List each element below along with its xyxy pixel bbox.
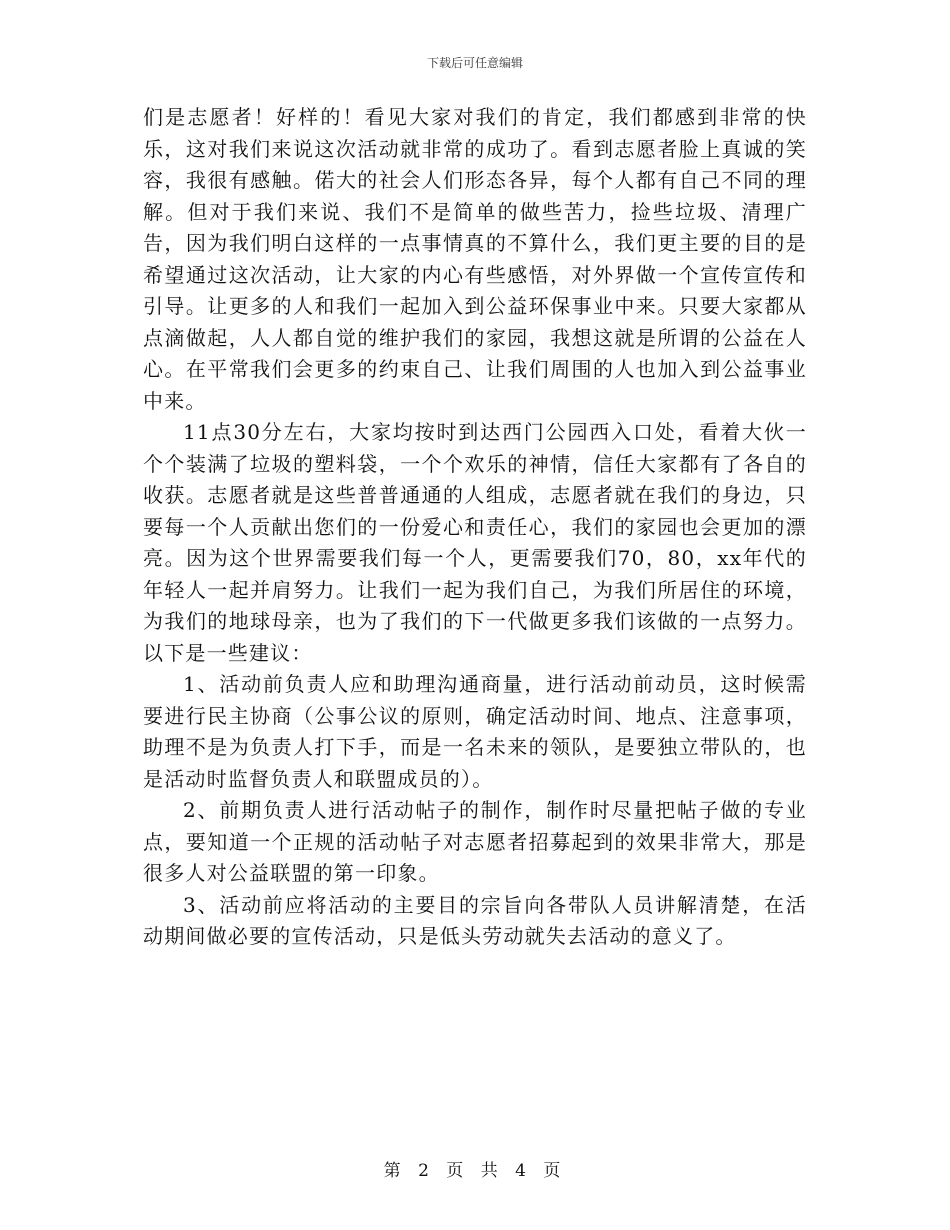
- paragraph-1: 们是志愿者！好样的！看见大家对我们的肯定，我们都感到非常的快乐，这对我们来说这次活动就非常的成功了。看到志愿者脸上真诚的笑容，我很有感触。偌大的社会人们形态各异，每个人都有自己不同的理解。但对于我们来说、我们不是简单的做些苦力，捡些垃圾、清理广告，因为我们明白这样的一点事情真的不算什么，我们更主要的目的是希望通过这次活动，让大家的内心有些感悟，对外界做一个宣传宣传和引导。让更多的人和我们一起加入到公益环保事业中来。只要大家都从点滴做起，人人都自觉的维护我们的家园，我想这就是所谓的公益在人心。在平常我们会更多的约束自己、让我们周围的人也加入到公益事业中来。: [143, 105, 807, 413]
- document-body: [143, 102, 807, 953]
- paragraph-3: 1、活动前负责人应和助理沟通商量，进行活动前动员，这时候需要进行民主协商（公事公议的原则，确定活动时间、地点、注意事项，助理不是为负责人打下手，而是一名未来的领队，是要独立带队的，也是活动时监督负责人和联盟成员的）。: [143, 672, 807, 791]
- page-footer: 第 2 页 共 4 页: [383, 1161, 567, 1181]
- paragraph-2: 11点30分左右，大家均按时到达西门公园西入口处，看着大伙一个个装满了垃圾的塑料袋，一个个欢乐的神情，信任大家都有了各自的收获。志愿者就是这些普普通通的人组成，志愿者就在我们的身边，只要每一个人贡献出您们的一份爱心和责任心，我们的家园也会更加的漂亮。因为这个世界需要我们每一个人，更需要我们70，80，xx年代的年轻人一起并肩努力。让我们一起为我们自己，为我们所居住的环境，为我们的地球母亲，也为了我们的下一代做更多我们该做的一点努力。以下是一些建议：: [143, 420, 807, 665]
- page-header: 下载后可任意编辑: [426, 56, 523, 70]
- paragraph-4: 2、前期负责人进行活动帖子的制作，制作时尽量把帖子做的专业点，要知道一个正规的活动帖子对志愿者招募起到的效果非常大，那是很多人对公益联盟的第一印象。: [143, 798, 807, 885]
- paragraph-5: 3、活动前应将活动的主要目的宗旨向各带队人员讲解清楚，在活动期间做必要的宣传活动，只是低头劳动就失去活动的意义了。: [143, 892, 807, 948]
